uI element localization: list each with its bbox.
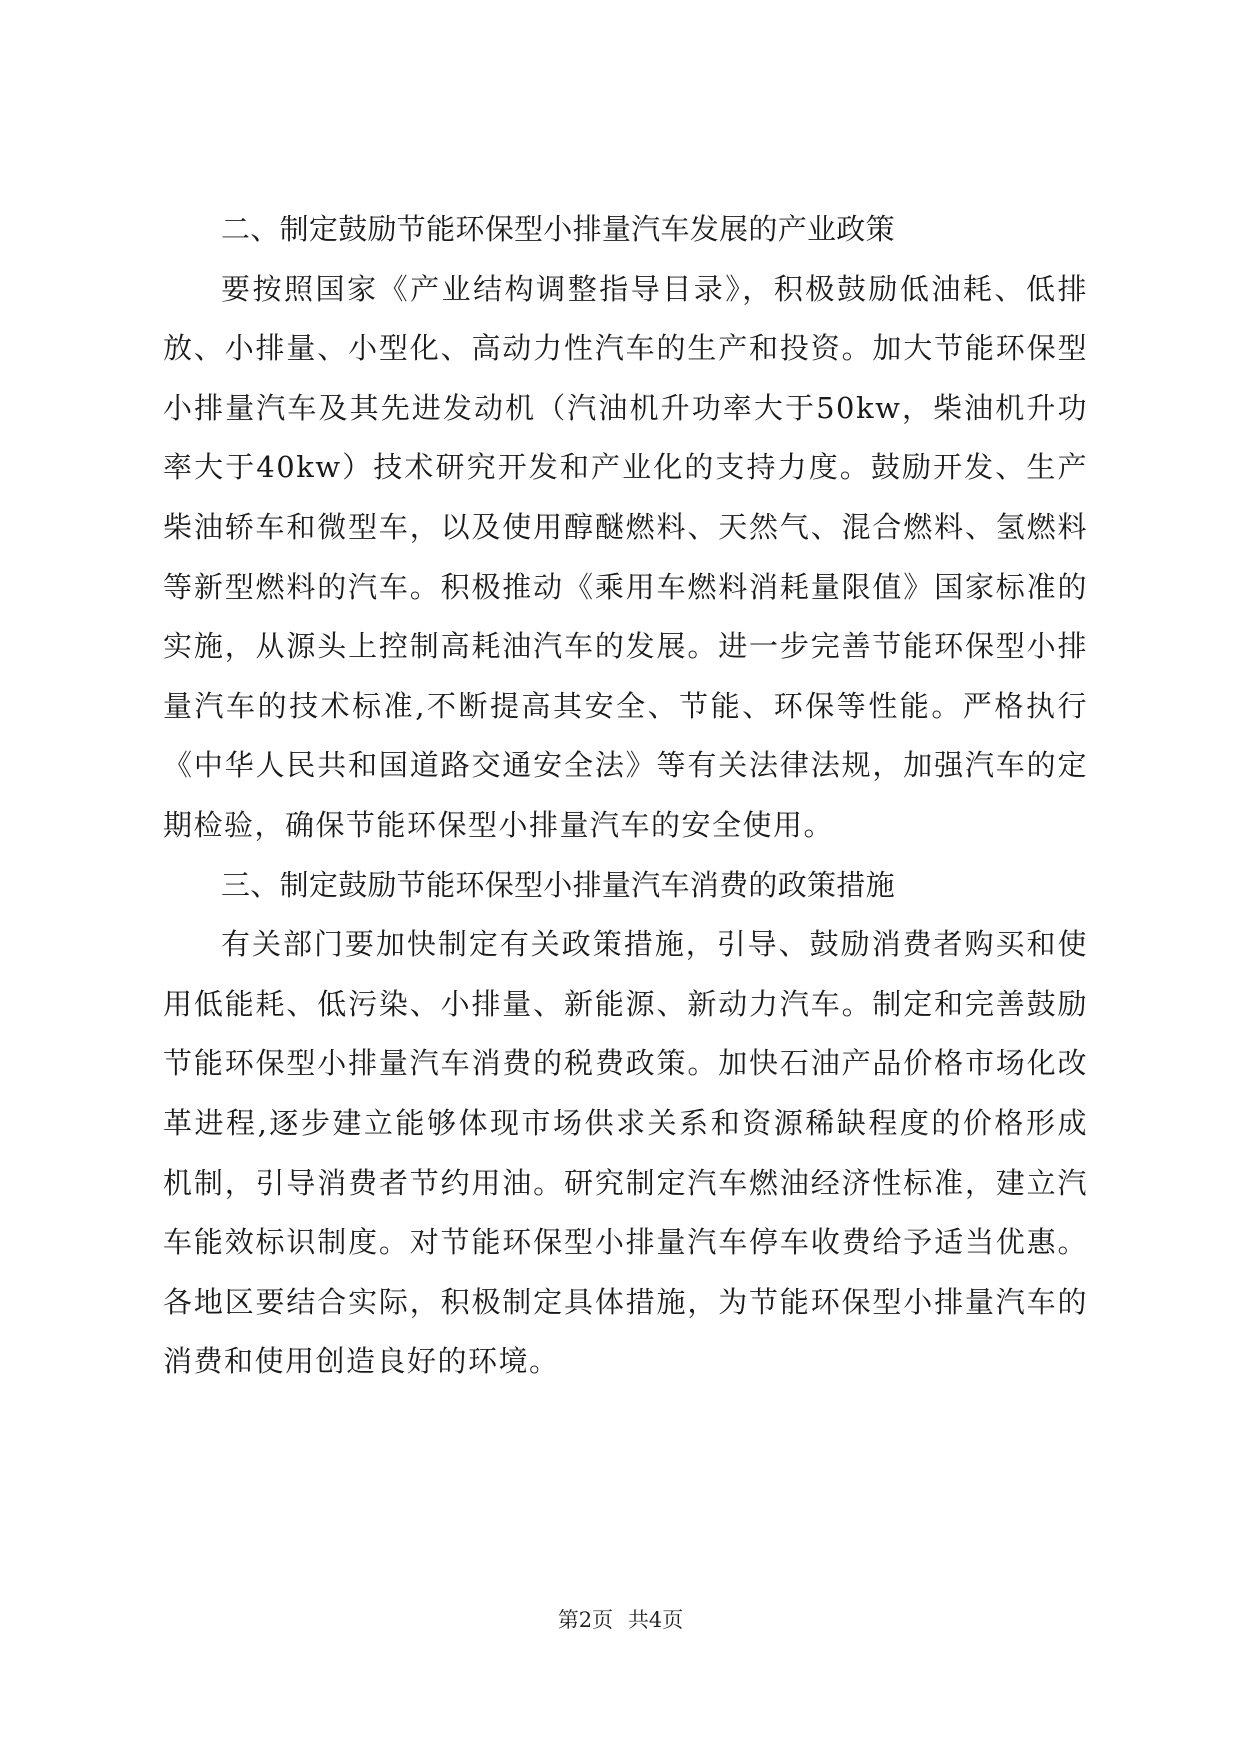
section-heading-2: 二、制定鼓励节能环保型小排量汽车发展的产业政策 xyxy=(221,212,895,246)
document-body xyxy=(163,200,1088,1392)
page-footer xyxy=(0,1605,1241,1635)
current-page-number: 第2页 xyxy=(557,1608,614,1632)
total-page-count: 共4页 xyxy=(627,1608,684,1632)
section-heading-3: 三、制定鼓励节能环保型小排量汽车消费的政策措施 xyxy=(221,867,895,902)
section-paragraph-3: 有关部门要加快制定有关政策措施，引导、鼓励消费者购买和使用低能耗、低污染、小排量、新能源、新动力汽车。制定和完善鼓励节能环保型小排量汽车消费的税费政策。加快石油产品价格市场化改革进程,逐步建立能够体现市场供求关系和资源稀缺程度的价格形成机制，引导消费者节约用油。研究制定汽车燃油经济性标准，建立汽车能效标识制度。对节能环保型小排量汽车停车收费给予适当优惠。各地区要结合实际，积极制定具体措施，为节能环保型小排量汽车的消费和使用创造良好的环境。 xyxy=(163,927,1088,1379)
section-paragraph-2: 要按照国家《产业结构调整指导目录》，积极鼓励低油耗、低排放、小排量、小型化、高动力性汽车的生产和投资。加大节能环保型小排量汽车及其先进发动机（汽油机升功率大于50kw，柴油机升功率大于40kw）技术研究开发和产业化的支持力度。鼓励开发、生产柴油轿车和微型车，以及使用醇醚燃料、天然气、混合燃料、氢燃料等新型燃料的汽车。积极推动《乘用车燃料消耗量限值》国家标准的实施，从源头上控制高耗油汽车的发展。进一步完善节能环保型小排量汽车的技术标准,不断提高其安全、节能、环保等性能。严格执行《中华人民共和国道路交通安全法》等有关法律法规，加强汽车的定期检验，确保节能环保型小排量汽车的安全使用。 xyxy=(163,271,1088,842)
